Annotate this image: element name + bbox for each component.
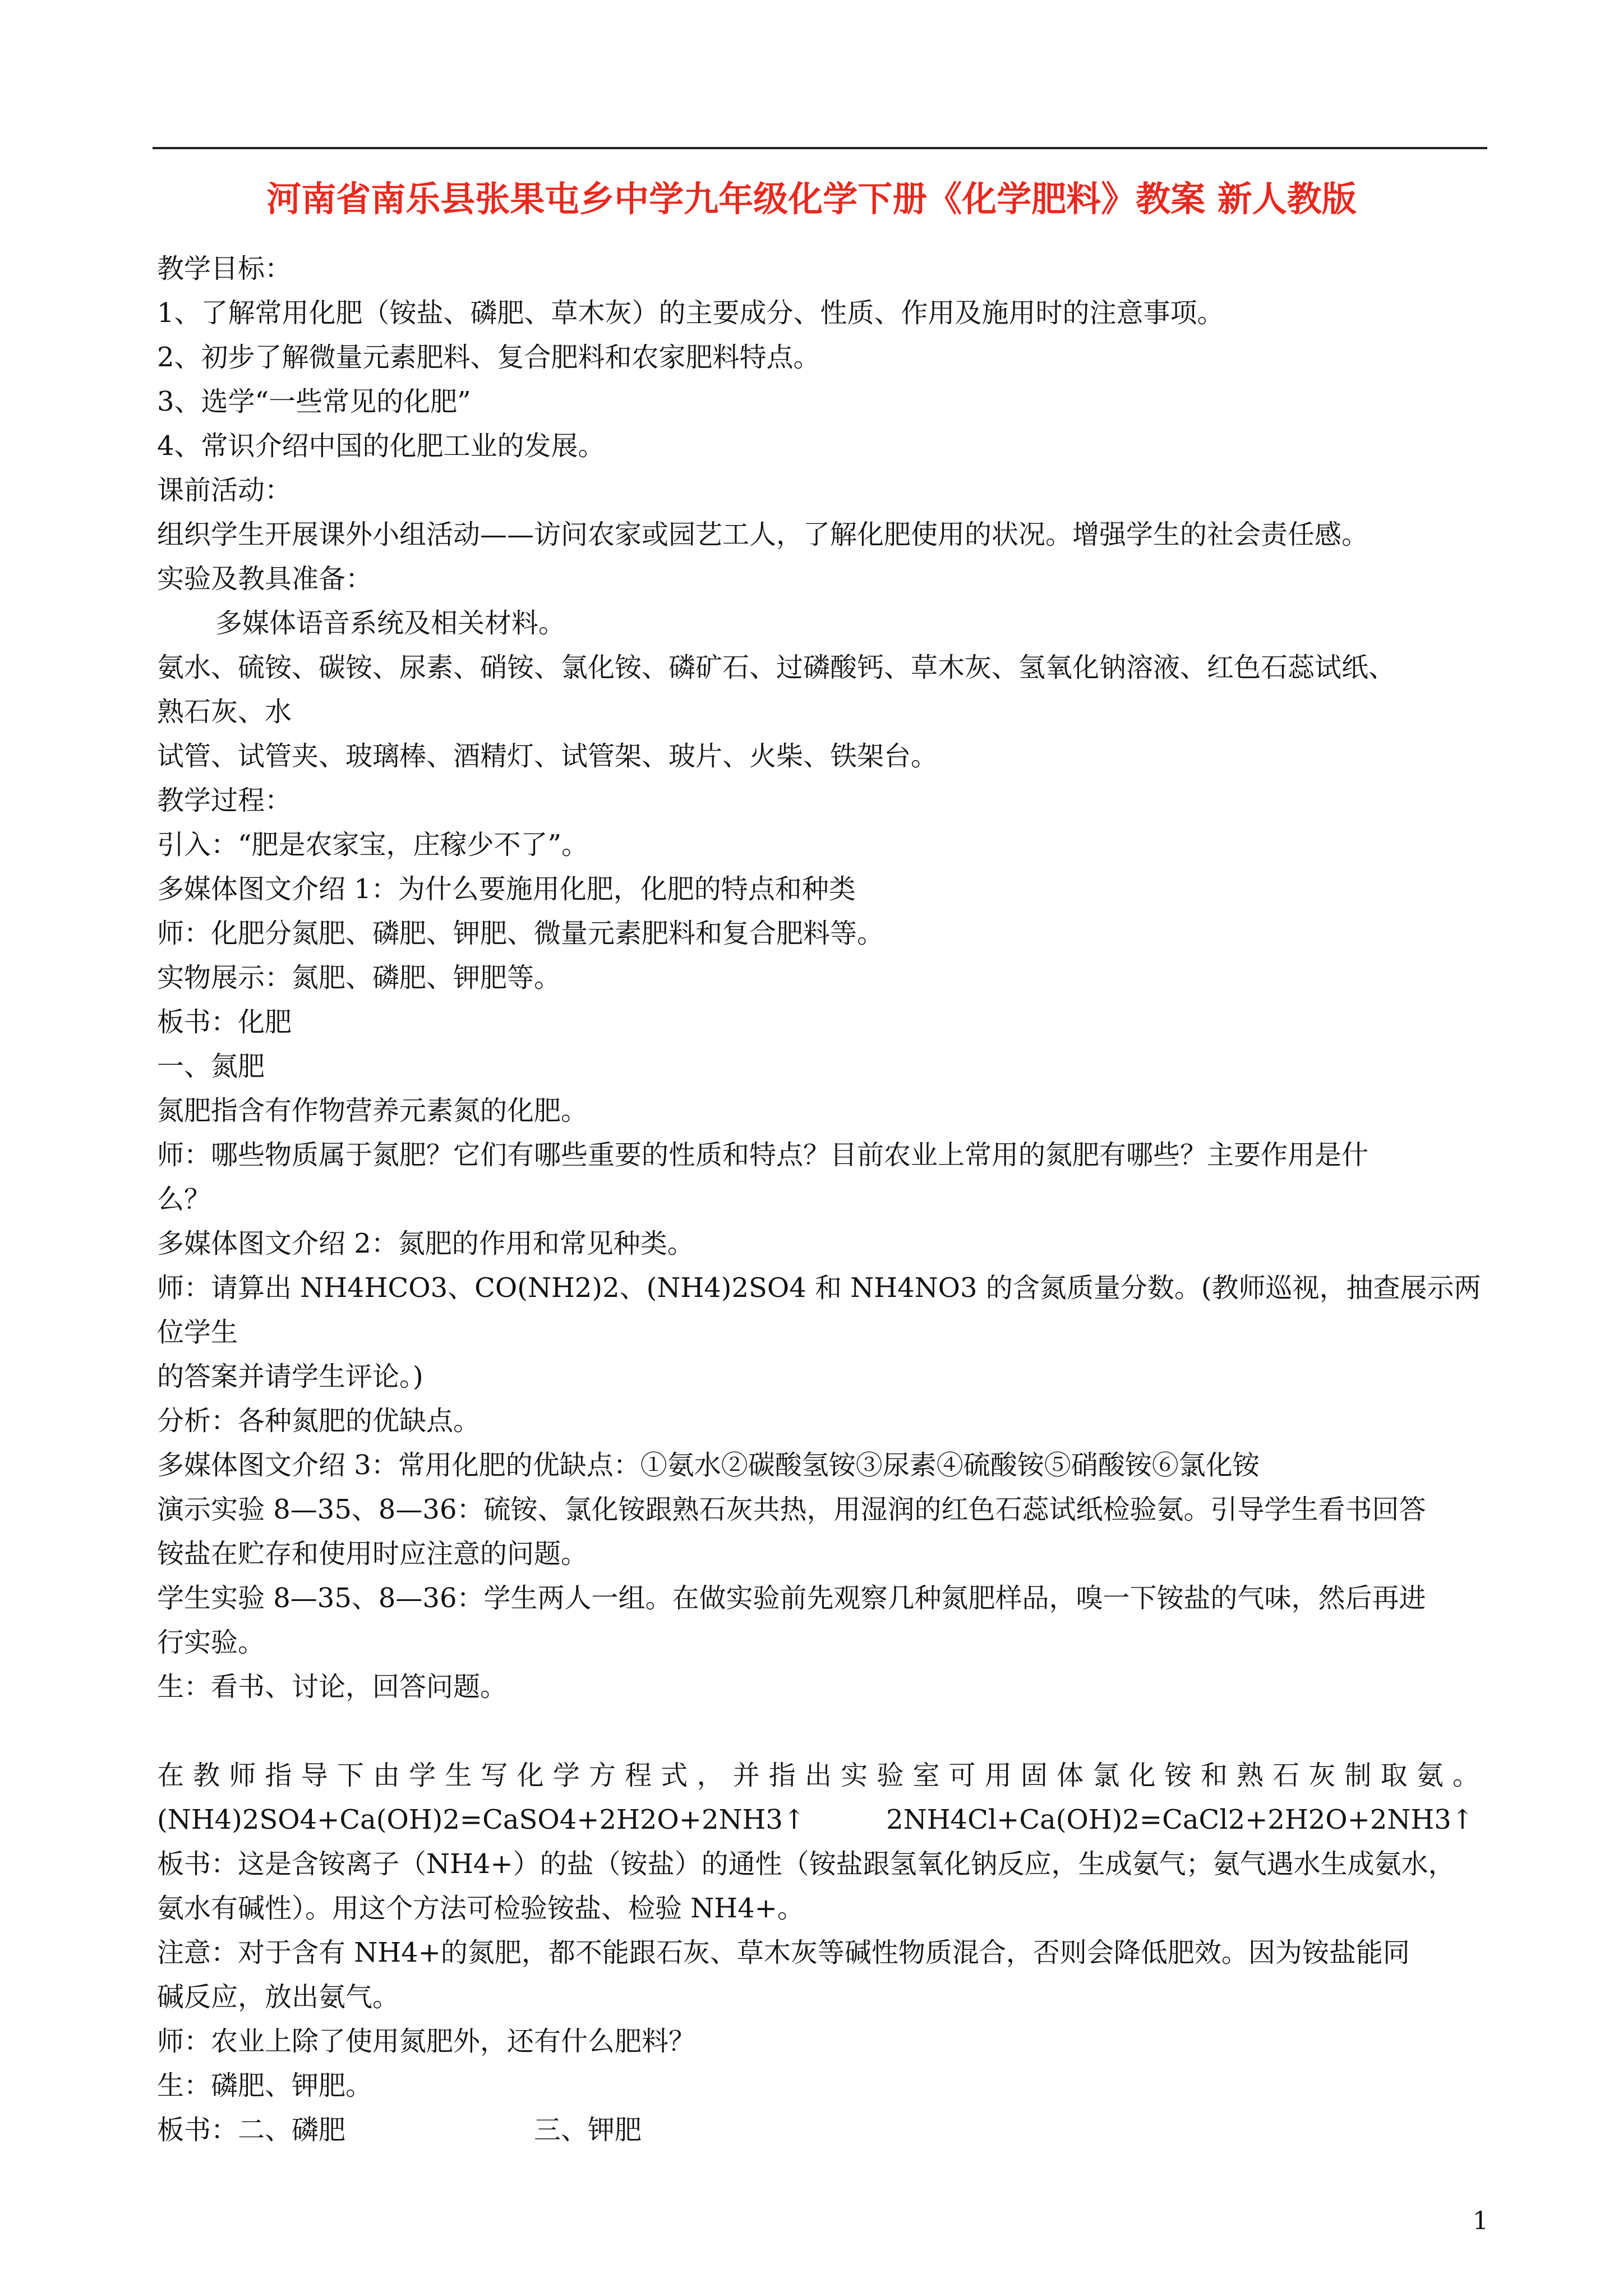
- text-line: 教学目标：: [157, 253, 292, 284]
- text-line: 教学过程：: [157, 785, 292, 816]
- text-line: 熟石灰、水: [157, 696, 292, 728]
- text-line: 么？: [157, 1184, 211, 1215]
- text-line: 师：哪些物质属于氮肥？它们有哪些重要的性质和特点？目前农业上常用的氮肥有哪些？主要作用是什: [157, 1139, 1369, 1171]
- page-number: 1: [1473, 2207, 1488, 2235]
- text-line: 2、初步了解微量元素肥料、复合肥料和农家肥料特点。: [157, 342, 820, 373]
- text-line: 生：看书、讨论，回答问题。: [157, 1671, 508, 1703]
- text-line: 多媒体图文介绍 3：常用化肥的优缺点：①氨水②碳酸氢铵③尿素④硫酸铵⑤硝酸铵⑥氯化铵: [157, 1450, 1260, 1481]
- text-line: 生：磷肥、钾肥。: [157, 2070, 373, 2101]
- text-line: 试管、试管夹、玻璃棒、酒精灯、试管架、玻片、火柴、铁架台。: [157, 740, 938, 772]
- text-line: 板书：化肥: [157, 1006, 292, 1038]
- text-line: 碱反应，放出氨气。: [157, 1981, 400, 2013]
- text-line: 一、氮肥: [157, 1051, 265, 1082]
- text-line: 在教师指导下由学生写化学方程式，并指出实验室可用固体氯化铵和熟石灰制取氨。: [157, 1760, 1486, 1791]
- text-line: 分析：各种氮肥的优缺点。: [157, 1405, 481, 1437]
- document-title: 河南省南乐县张果屯乡中学九年级化学下册《化学肥料》教案 新人教版: [266, 178, 1357, 219]
- text-line: 注意：对于含有 NH4+的氮肥，都不能跟石灰、草木灰等碱性物质混合，否则会降低肥效。因为铵盐能同: [157, 1937, 1410, 1968]
- text-line: 实验及教具准备：: [157, 563, 373, 595]
- text-line: 氨水、硫铵、碳铵、尿素、硝铵、氯化铵、磷矿石、过磷酸钙、草木灰、氢氧化钠溶液、红色石蕊试纸、: [157, 652, 1396, 683]
- text-line: 引入：“肥是农家宝，庄稼少不了”。: [157, 829, 589, 861]
- text-line: 师：请算出 NH4HCO3、CO(NH2)2、(NH4)2SO4 和 NH4NO3 的含氮质量分数。(教师巡视，抽查展示两位学生: [157, 1272, 1481, 1348]
- text-line: 学生实验 8—35、8—36：学生两人一组。在做实验前先观察几种氮肥样品，嗅一下铵盐的气味，然后再进: [157, 1582, 1426, 1614]
- header-rule: [153, 147, 1487, 149]
- text-line: 组织学生开展课外小组活动——访问农家或园艺工人，了解化肥使用的状况。增强学生的社会责任感。: [157, 519, 1369, 550]
- text-line: 师：化肥分氮肥、磷肥、钾肥、微量元素肥料和复合肥料等。: [157, 918, 884, 949]
- text-line: 多媒体图文介绍 2：氮肥的作用和常见种类。: [157, 1228, 694, 1259]
- blank-line: [157, 1709, 1486, 1754]
- document-body: [157, 247, 1486, 2152]
- text-line: 师：农业上除了使用氮肥外，还有什么肥料？: [157, 2026, 696, 2057]
- text-line: 多媒体语音系统及相关材料。: [215, 608, 566, 639]
- text-line: 氨水有碱性）。用这个方法可检验铵盐、检验 NH4+。: [157, 1893, 804, 1924]
- text-line: 实物展示：氮肥、磷肥、钾肥等。: [157, 962, 561, 993]
- text-line: 4、常识介绍中国的化肥工业的发展。: [157, 430, 605, 462]
- text-line: 氮肥指含有作物营养元素氮的化肥。: [157, 1095, 588, 1126]
- text-line: 板书：这是含铵离子（NH4+）的盐（铵盐）的通性（铵盐跟氢氧化钠反应，生成氨气；氨气遇水生成氨水，: [157, 1848, 1455, 1880]
- text-line: 铵盐在贮存和使用时应注意的问题。: [157, 1538, 588, 1570]
- text-line: 行实验。: [157, 1627, 265, 1658]
- text-line: 演示实验 8—35、8—36：硫铵、氯化铵跟熟石灰共热，用湿润的红色石蕊试纸检验氨。引导学生看书回答: [157, 1494, 1426, 1525]
- text-line: 3、选学“一些常见的化肥”: [157, 386, 471, 417]
- text-line: 板书：二、磷肥 三、钾肥: [157, 2114, 642, 2146]
- equation-line: (NH4)2SO4+Ca(OH)2=CaSO4+2H2O+2NH3↑ 2NH4Cl+Ca(OH)2=CaCl2+2H2O+2NH3↑: [157, 1804, 1474, 1835]
- text-line: 1、了解常用化肥（铵盐、磷肥、草木灰）的主要成分、性质、作用及施用时的注意事项。: [157, 297, 1224, 329]
- text-line: 多媒体图文介绍 1：为什么要施用化肥，化肥的特点和种类: [157, 873, 856, 905]
- text-line: 课前活动：: [157, 475, 292, 506]
- text-line: 的答案并请学生评论。): [157, 1361, 423, 1392]
